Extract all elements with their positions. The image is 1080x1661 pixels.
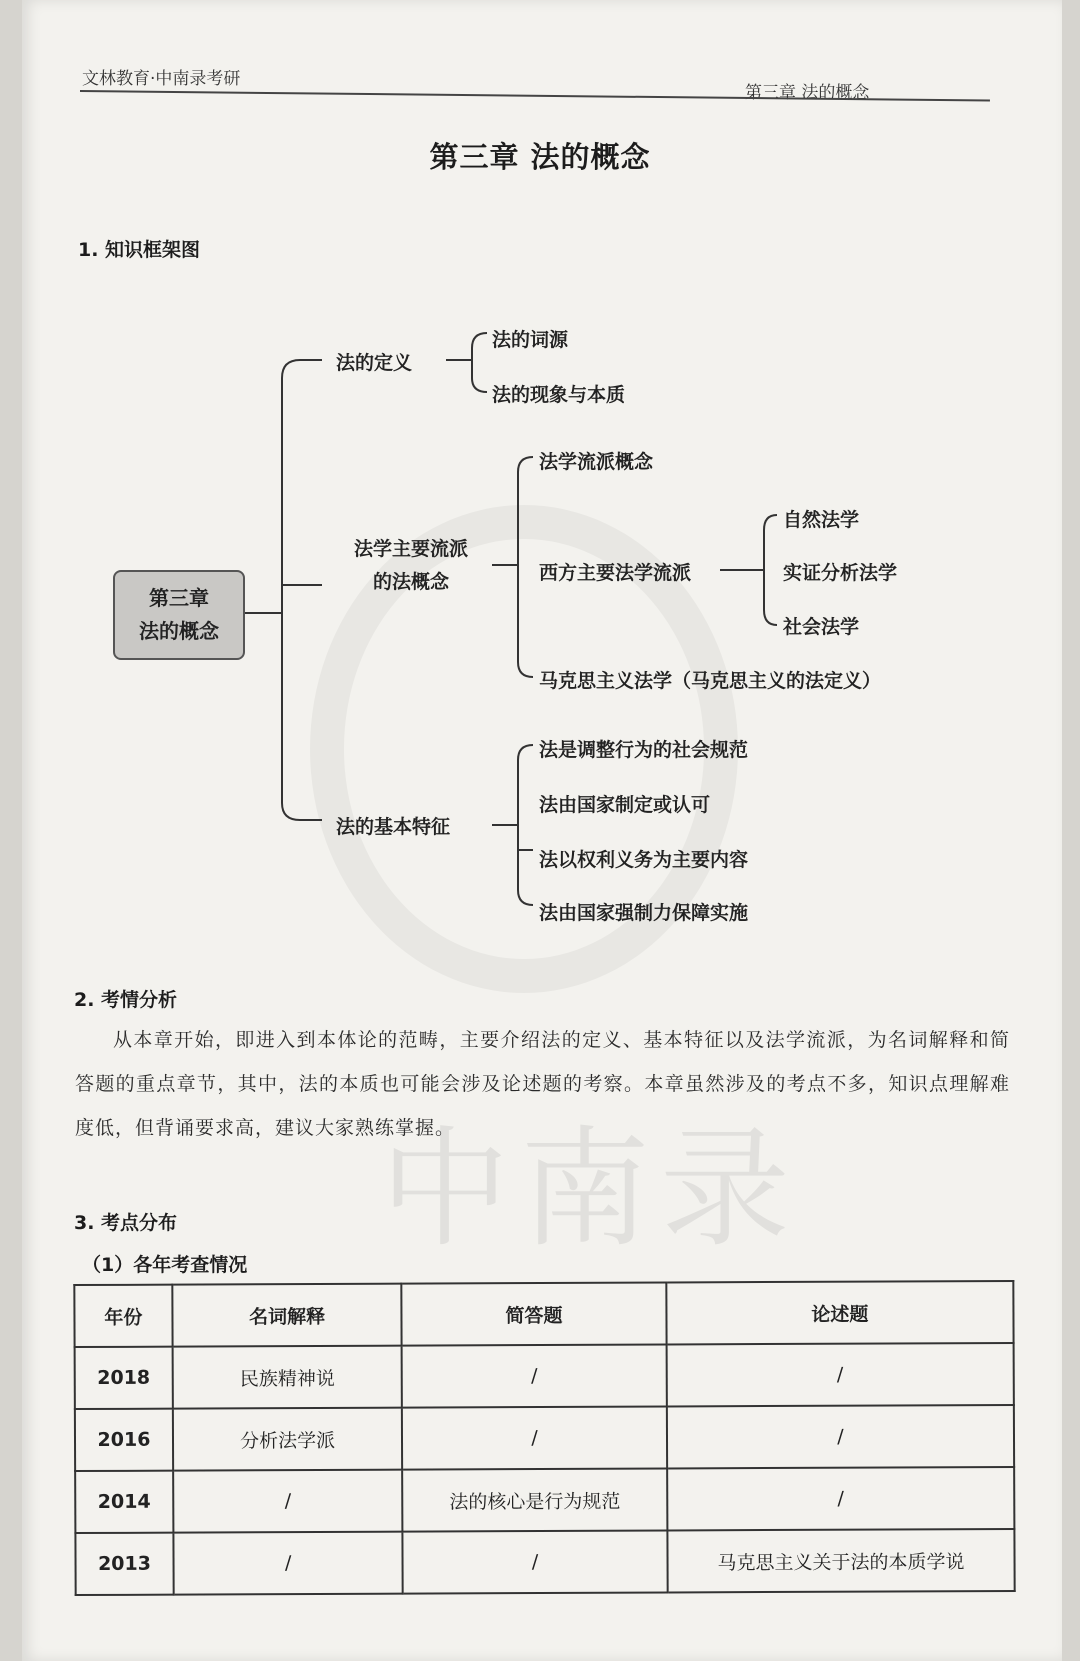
header-left: 文林教育·中南录考研 (82, 69, 241, 89)
table-row (75, 1467, 1014, 1533)
node-positivism: 实证分析法学 (783, 562, 898, 584)
watermark-text: 中南录 (380, 1113, 801, 1265)
cell-term: 民族精神说 (172, 1346, 402, 1409)
node-sociological: 社会法学 (783, 616, 860, 638)
table-row (75, 1405, 1014, 1471)
node-etymology: 法的词源 (492, 329, 569, 351)
header-right: 第三章 法的概念 (745, 83, 870, 103)
header-short-answer: 简答题 (402, 1282, 667, 1345)
cell-term: / (173, 1470, 403, 1533)
exam-table (73, 1280, 1015, 1596)
node-feature-4: 法由国家强制力保障实施 (539, 902, 749, 924)
node-western-schools: 西方主要法学流派 (539, 562, 692, 584)
section-heading-framework: 1. 知识框架图 (78, 239, 201, 261)
cell-term: 分析法学派 (173, 1408, 403, 1471)
cell-essay: / (667, 1405, 1015, 1469)
cell-essay: / (666, 1343, 1014, 1407)
cell-essay: / (667, 1467, 1015, 1531)
mindmap-root-line1: 第三章 (149, 586, 209, 610)
table-row (75, 1343, 1014, 1409)
header-year: 年份 (74, 1285, 172, 1347)
node-marxist: 马克思主义法学（马克思主义的法定义） (539, 670, 882, 692)
mindmap-root (113, 570, 245, 660)
node-features: 法的基本特征 (336, 816, 451, 838)
subheading-yearly: （1）各年考查情况 (82, 1254, 248, 1276)
mindmap-root-line2: 法的概念 (139, 619, 219, 643)
cell-year: 2013 (75, 1533, 173, 1595)
node-natural-law: 自然法学 (783, 509, 860, 531)
table-row (75, 1529, 1014, 1595)
analysis-paragraph: 从本章开始，即进入到本体论的范畴，主要介绍法的定义、基本特征以及法学流派，为名词解释和简答题的重点章节，其中，法的本质也可能会涉及论述题的考察。本章虽然涉及的考点不多，知识点理解难度低，但背诵要求高，建议大家熟练掌握。 (75, 1029, 1010, 1139)
cell-short-answer: 法的核心是行为规范 (403, 1468, 668, 1531)
header-term: 名词解释 (172, 1284, 402, 1347)
section-heading-distribution: 3. 考点分布 (74, 1212, 178, 1234)
node-definition: 法的定义 (336, 352, 413, 374)
table-header-row (74, 1281, 1013, 1347)
cell-short-answer: / (402, 1344, 667, 1407)
node-feature-1: 法是调整行为的社会规范 (539, 739, 749, 761)
cell-short-answer: / (402, 1406, 667, 1469)
cell-year: 2018 (75, 1347, 173, 1409)
cell-year: 2016 (75, 1409, 173, 1471)
section-heading-analysis: 2. 考情分析 (74, 989, 178, 1011)
cell-short-answer: / (403, 1530, 668, 1593)
node-feature-2: 法由国家制定或认可 (539, 794, 711, 816)
cell-year: 2014 (75, 1471, 173, 1533)
header-essay: 论述题 (666, 1281, 1014, 1345)
node-phenomenon-essence: 法的现象与本质 (492, 384, 626, 406)
node-schools-line2: 的法概念 (372, 571, 449, 593)
chapter-title: 第三章 法的概念 (429, 140, 651, 174)
cell-term: / (173, 1532, 403, 1595)
node-schools-line1: 法学主要流派 (353, 538, 468, 560)
cell-essay: 马克思主义关于法的本质学说 (667, 1529, 1015, 1593)
node-school-concept: 法学流派概念 (539, 451, 654, 473)
node-schools (336, 533, 486, 599)
node-feature-3: 法以权利义务为主要内容 (539, 849, 749, 871)
